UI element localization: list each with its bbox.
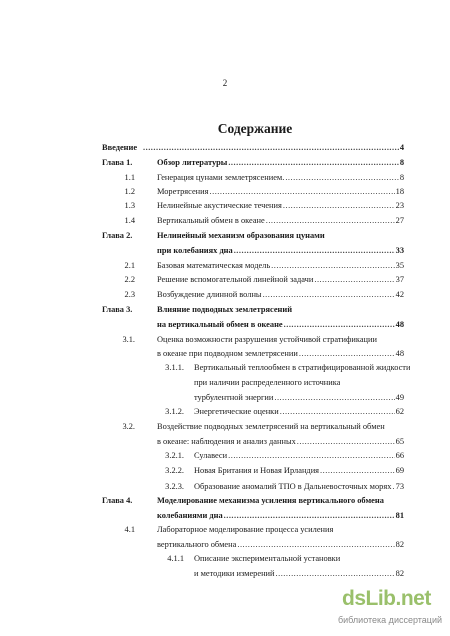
toc-entry-page: 23 (395, 201, 404, 210)
toc-dot-leader (234, 245, 395, 257)
toc-entry-page: 62 (395, 407, 404, 416)
toc-entry-page: 73 (395, 482, 404, 491)
toc-entry-page: 35 (395, 261, 404, 270)
toc-entry-page: 8 (399, 158, 404, 167)
toc-dot-leader (210, 186, 395, 198)
toc-dot-leader (285, 172, 398, 184)
toc-entry-number: Введение (102, 143, 138, 152)
toc-entry-number: 3.2.2. (165, 466, 184, 475)
toc-dot-leader (237, 539, 394, 551)
toc-entry[interactable] (0, 495, 450, 507)
toc-entry-number: 4.1.1 (167, 554, 184, 563)
toc-entry[interactable] (0, 392, 450, 404)
toc-entry-title: Решение вспомогательной линейной задачи (157, 275, 314, 284)
toc-entry[interactable] (0, 362, 450, 374)
toc-entry[interactable] (0, 230, 450, 242)
toc-entry-title: Лабораторное моделирование процесса усиления (157, 525, 334, 534)
toc-dot-leader (266, 215, 395, 227)
toc-entry-page: 37 (395, 275, 404, 284)
toc-entry-title: Возбуждение длинной волны (157, 290, 262, 299)
toc-dot-leader (299, 348, 395, 360)
watermark-brand: dsLib.net (342, 587, 431, 610)
toc-entry[interactable] (0, 421, 450, 433)
toc-entry[interactable] (0, 568, 450, 580)
toc-entry[interactable] (0, 245, 450, 257)
toc-entry[interactable] (0, 377, 450, 389)
toc-entry-title: Вертикальный теплообмен в стратифицированной жидкости (194, 363, 411, 372)
toc-entry-page: 4 (399, 143, 404, 152)
toc-entry-page: 42 (395, 290, 404, 299)
toc-entry-title: Оценка возможности разрушения устойчивой стратификации (157, 335, 378, 344)
toc-entry-title: в океане: наблюдения и анализ данных (157, 437, 296, 446)
toc-entry-number: Глава 4. (102, 496, 133, 505)
toc-dot-leader (276, 568, 395, 580)
toc-entry[interactable] (0, 348, 450, 360)
watermark-tagline: библиотека диссертаций (338, 615, 443, 625)
toc-entry-title: Генерация цунами землетрясением. (157, 173, 285, 182)
dslib-watermark[interactable] (338, 587, 446, 632)
toc-entry[interactable] (0, 172, 450, 184)
toc-entry-number: 2.1 (124, 261, 135, 270)
toc-entry-page: 69 (395, 466, 404, 475)
toc-entry-page: 82 (395, 540, 404, 549)
toc-entry-title: и методики измерений (194, 569, 275, 578)
toc-dot-leader (320, 465, 395, 477)
toc-entry-title: Влияние подводных землетрясений (157, 305, 293, 314)
toc-entry[interactable] (0, 304, 450, 316)
toc-dot-leader (228, 450, 395, 462)
toc-dot-leader (143, 142, 399, 154)
toc-entry[interactable] (0, 553, 450, 565)
toc-entry-number: Глава 2. (102, 231, 133, 240)
toc-entry[interactable] (0, 334, 450, 346)
toc-entry[interactable] (0, 465, 450, 477)
toc-entry-title: Описание экспериментальной установки (194, 554, 341, 563)
toc-dot-leader (224, 510, 395, 522)
toc-entry-number: 3.1.2. (165, 407, 184, 416)
toc-entry-number: 3.1. (122, 335, 135, 344)
toc-entry-page: 33 (395, 246, 404, 255)
toc-entry-page: 27 (395, 216, 404, 225)
toc-entry-number: 1.1 (124, 173, 135, 182)
toc-entry-title: на вертикальный обмен в океане (157, 320, 283, 329)
toc-entry[interactable] (0, 450, 450, 462)
toc-entry-title: Нелинейный механизм образования цунами (157, 231, 325, 240)
toc-entry[interactable] (0, 142, 450, 154)
toc-entry-title: Энергетические оценки (194, 407, 279, 416)
toc-entry-page: 18 (395, 187, 404, 196)
toc-entry-page: 81 (395, 511, 404, 520)
toc-entry-number: 1.2 (124, 187, 135, 196)
toc-entry[interactable] (0, 157, 450, 169)
toc-entry-page: 82 (395, 569, 404, 578)
toc-entry[interactable] (0, 524, 450, 536)
toc-entry-number: 3.2.1. (165, 451, 184, 460)
toc-entry-number: 3.2.3. (165, 482, 184, 491)
toc-dot-leader (280, 406, 395, 418)
toc-dot-leader (314, 274, 394, 286)
toc-entry-title: Вертикальный обмен в океане (157, 216, 265, 225)
toc-entry-title: Базовая математическая модель (157, 261, 271, 270)
toc-entry-number: 4.1 (124, 525, 135, 534)
toc-entry-page: 65 (395, 437, 404, 446)
toc-entry[interactable] (0, 436, 450, 448)
toc-entry-title: Моделирование механизма усиления вертикального обмена (157, 496, 384, 505)
toc-entry-title: Обзор литературы (157, 158, 228, 167)
toc-entry-page: 8 (399, 173, 404, 182)
toc-entry-number: 1.3 (124, 201, 135, 210)
toc-dot-leader (392, 481, 394, 493)
toc-entry[interactable] (0, 260, 450, 272)
toc-entry-title: Моретрясения (157, 187, 209, 196)
toc-entry-number: 2.3 (124, 290, 135, 299)
toc-entry-page: 49 (395, 393, 404, 402)
toc-entry[interactable] (0, 319, 450, 331)
toc-entry[interactable] (0, 539, 450, 551)
toc-entry-title: колебаниями дна (157, 511, 223, 520)
toc-dot-leader (274, 392, 394, 404)
toc-entry[interactable] (0, 289, 450, 301)
toc-dot-leader (283, 200, 395, 212)
toc-entry-number: 1.4 (124, 216, 135, 225)
toc-entry[interactable] (0, 274, 450, 286)
toc-entry[interactable] (0, 215, 450, 227)
toc-dot-leader (263, 289, 395, 301)
toc-title: Содержание (217, 121, 293, 136)
toc-entry-title: Новая Британия и Новая Ирландия (194, 466, 320, 475)
toc-entry-title: при колебаниях дна (157, 246, 233, 255)
toc-entry[interactable] (0, 510, 450, 522)
toc-entry-number: 3.1.1. (165, 363, 184, 372)
toc-entry-number: Глава 1. (102, 158, 133, 167)
toc-entry-title: в океане при подводном землетрясении (157, 349, 298, 358)
toc-entry-number: 2.2 (124, 275, 135, 284)
toc-entry-number: 3.2. (122, 422, 135, 431)
toc-entry[interactable] (0, 406, 450, 418)
toc-entry-title: Воздействие подводных землетрясений на вертикальный обмен (157, 422, 385, 431)
toc-entry-number: Глава 3. (102, 305, 133, 314)
toc-entry[interactable] (0, 186, 450, 198)
toc-dot-leader (297, 436, 395, 448)
toc-dot-leader (271, 260, 394, 272)
toc-entry-title: Сулавеси (194, 451, 228, 460)
toc-entry-title: турбулентной энергии (194, 393, 274, 402)
toc-entry-page: 66 (395, 451, 404, 460)
toc-entry[interactable] (0, 481, 450, 493)
toc-dot-leader (228, 157, 398, 169)
toc-entry[interactable] (0, 200, 450, 212)
toc-entry-title: вертикального обмена (157, 540, 237, 549)
toc-entry-page: 48 (395, 320, 404, 329)
page-number: 2 (222, 78, 228, 88)
toc-dot-leader (284, 319, 395, 331)
toc-entry-title: при наличии распределенного источника (194, 378, 341, 387)
toc-entry-title: Образование аномалий ТПО в Дальневосточных морях (194, 482, 392, 491)
toc-entry-title: Нелинейные акустические течения (157, 201, 282, 210)
toc-entry-page: 48 (395, 349, 404, 358)
